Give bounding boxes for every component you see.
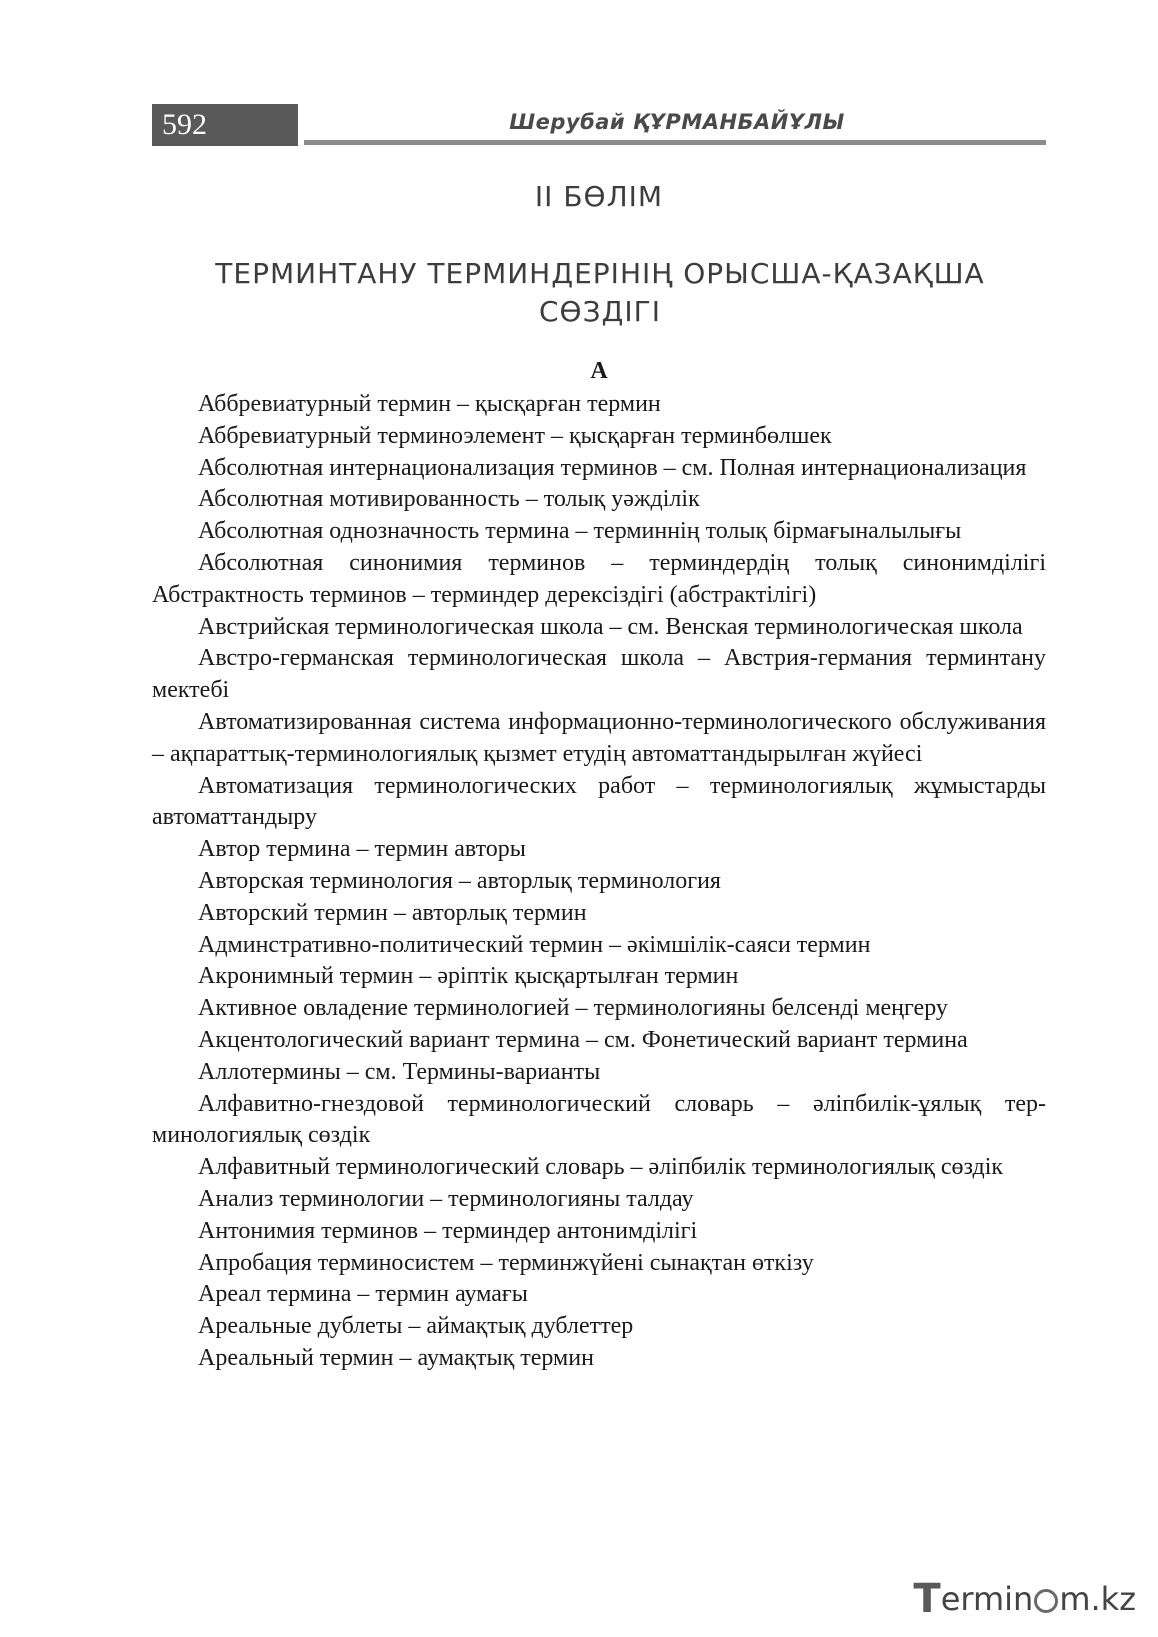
dictionary-entry: Аллотермины – см. Термины-варианты — [198, 1058, 601, 1085]
dictionary-entry: Ареальный термин – аумақтық термин — [198, 1344, 594, 1371]
dictionary-entry: Аббревиатурный терминоэлемент – қысқарған терминбөлшек — [198, 422, 832, 449]
dictionary-entry: Акцентологический вариант термина – см. Фонетический вариант термина — [198, 1026, 968, 1053]
dictionary-entry: Ареал термина – термин аумағы — [198, 1281, 528, 1308]
dictionary-entry: Антонимия терминов – терминдер антонимділігі — [198, 1217, 698, 1244]
dictionary-entry: Активное овладение терминологией – терминологияны белсенді меңгеру — [198, 995, 948, 1022]
dictionary-entry: Админстративно-политический термин – әкімшілік-саяси термин — [198, 931, 871, 958]
dictionary-entry: Австро-германская терминологическая школа – Австрия-германия терминтану мектебі — [152, 645, 1046, 704]
letter-heading: А — [590, 358, 608, 384]
dictionary-entry: Абсолютная однозначность термина – терминнің толық бірмағыналылығы — [198, 518, 962, 545]
dictionary-entry: Автоматизация терминологических работ – терминологиялық жұмыстарды автоматтандыру — [152, 772, 1046, 831]
watermark-circle-icon — [1034, 1589, 1058, 1613]
watermark-text-1: ermin — [940, 1580, 1034, 1618]
dictionary-entry: Алфавитно-гнездовой терминологический словарь – әліпбилік-ұялық терминологиялық сөздік — [152, 1090, 1046, 1149]
dictionary-title: ТЕРМИНТАНУ ТЕРМИНДЕРІНІҢ ОРЫСША-ҚАЗАҚША СӨЗДІГІ — [215, 257, 985, 328]
watermark-text-2: m.kz — [1059, 1580, 1136, 1618]
dictionary-entry: Абстрактность терминов – терминдер дерексіздігі (абстрактілігі) — [152, 581, 817, 608]
termincom-watermark — [913, 1576, 1136, 1622]
section-title: II БӨЛІМ — [534, 180, 664, 213]
running-head-author: Шерубай ҚҰРМАНБАЙҰЛЫ — [509, 110, 845, 134]
dictionary-entry: Аббревиатурный термин – қысқарған термин — [198, 391, 661, 417]
dictionary-entry: Абсолютная интернационализация терминов – см. Полная интернационализация — [198, 454, 1027, 481]
header-rule — [304, 140, 1046, 145]
dictionary-entry: Австрийская терминологическая школа – см. Венская терминологическая школа — [198, 613, 1023, 640]
page-header — [152, 104, 1046, 146]
dictionary-entry: Акронимный термин – әріптік қысқартылған термин — [198, 963, 739, 990]
dictionary-entry: Автоматизированная система информационно-терминологического обслуживания – ақпараттық-терминологиялық қызмет етудің автоматтандырылған жүйесі — [152, 708, 1046, 767]
dictionary-entry: Ареальные дублеты – аймақтық дублеттер — [198, 1313, 634, 1340]
dictionary-entry: Авторский термин – авторлық термин — [198, 899, 587, 926]
page-number: 592 — [152, 104, 298, 146]
dictionary-entry: Абсолютная мотивированность – толық уәжділік — [198, 486, 700, 513]
dictionary-entry: Абсолютная синонимия терминов – терминдердің толық синонимділігі — [198, 549, 1046, 576]
dictionary-entry: Апробация терминосистем – терминжүйені сынақтан өткізу — [198, 1249, 814, 1276]
dictionary-entry: Анализ терминологии – терминологияны талдау — [198, 1185, 694, 1212]
dictionary-entries — [152, 389, 1046, 1375]
dictionary-entry: Авторская терминология – авторлық терминология — [198, 867, 721, 894]
dictionary-entry: Алфавитный терминологический словарь – әліпбилік терминологиялық сөздік — [198, 1154, 1004, 1181]
dictionary-entry: Автор термина – термин авторы — [198, 836, 526, 863]
watermark-t: T — [913, 1576, 941, 1622]
